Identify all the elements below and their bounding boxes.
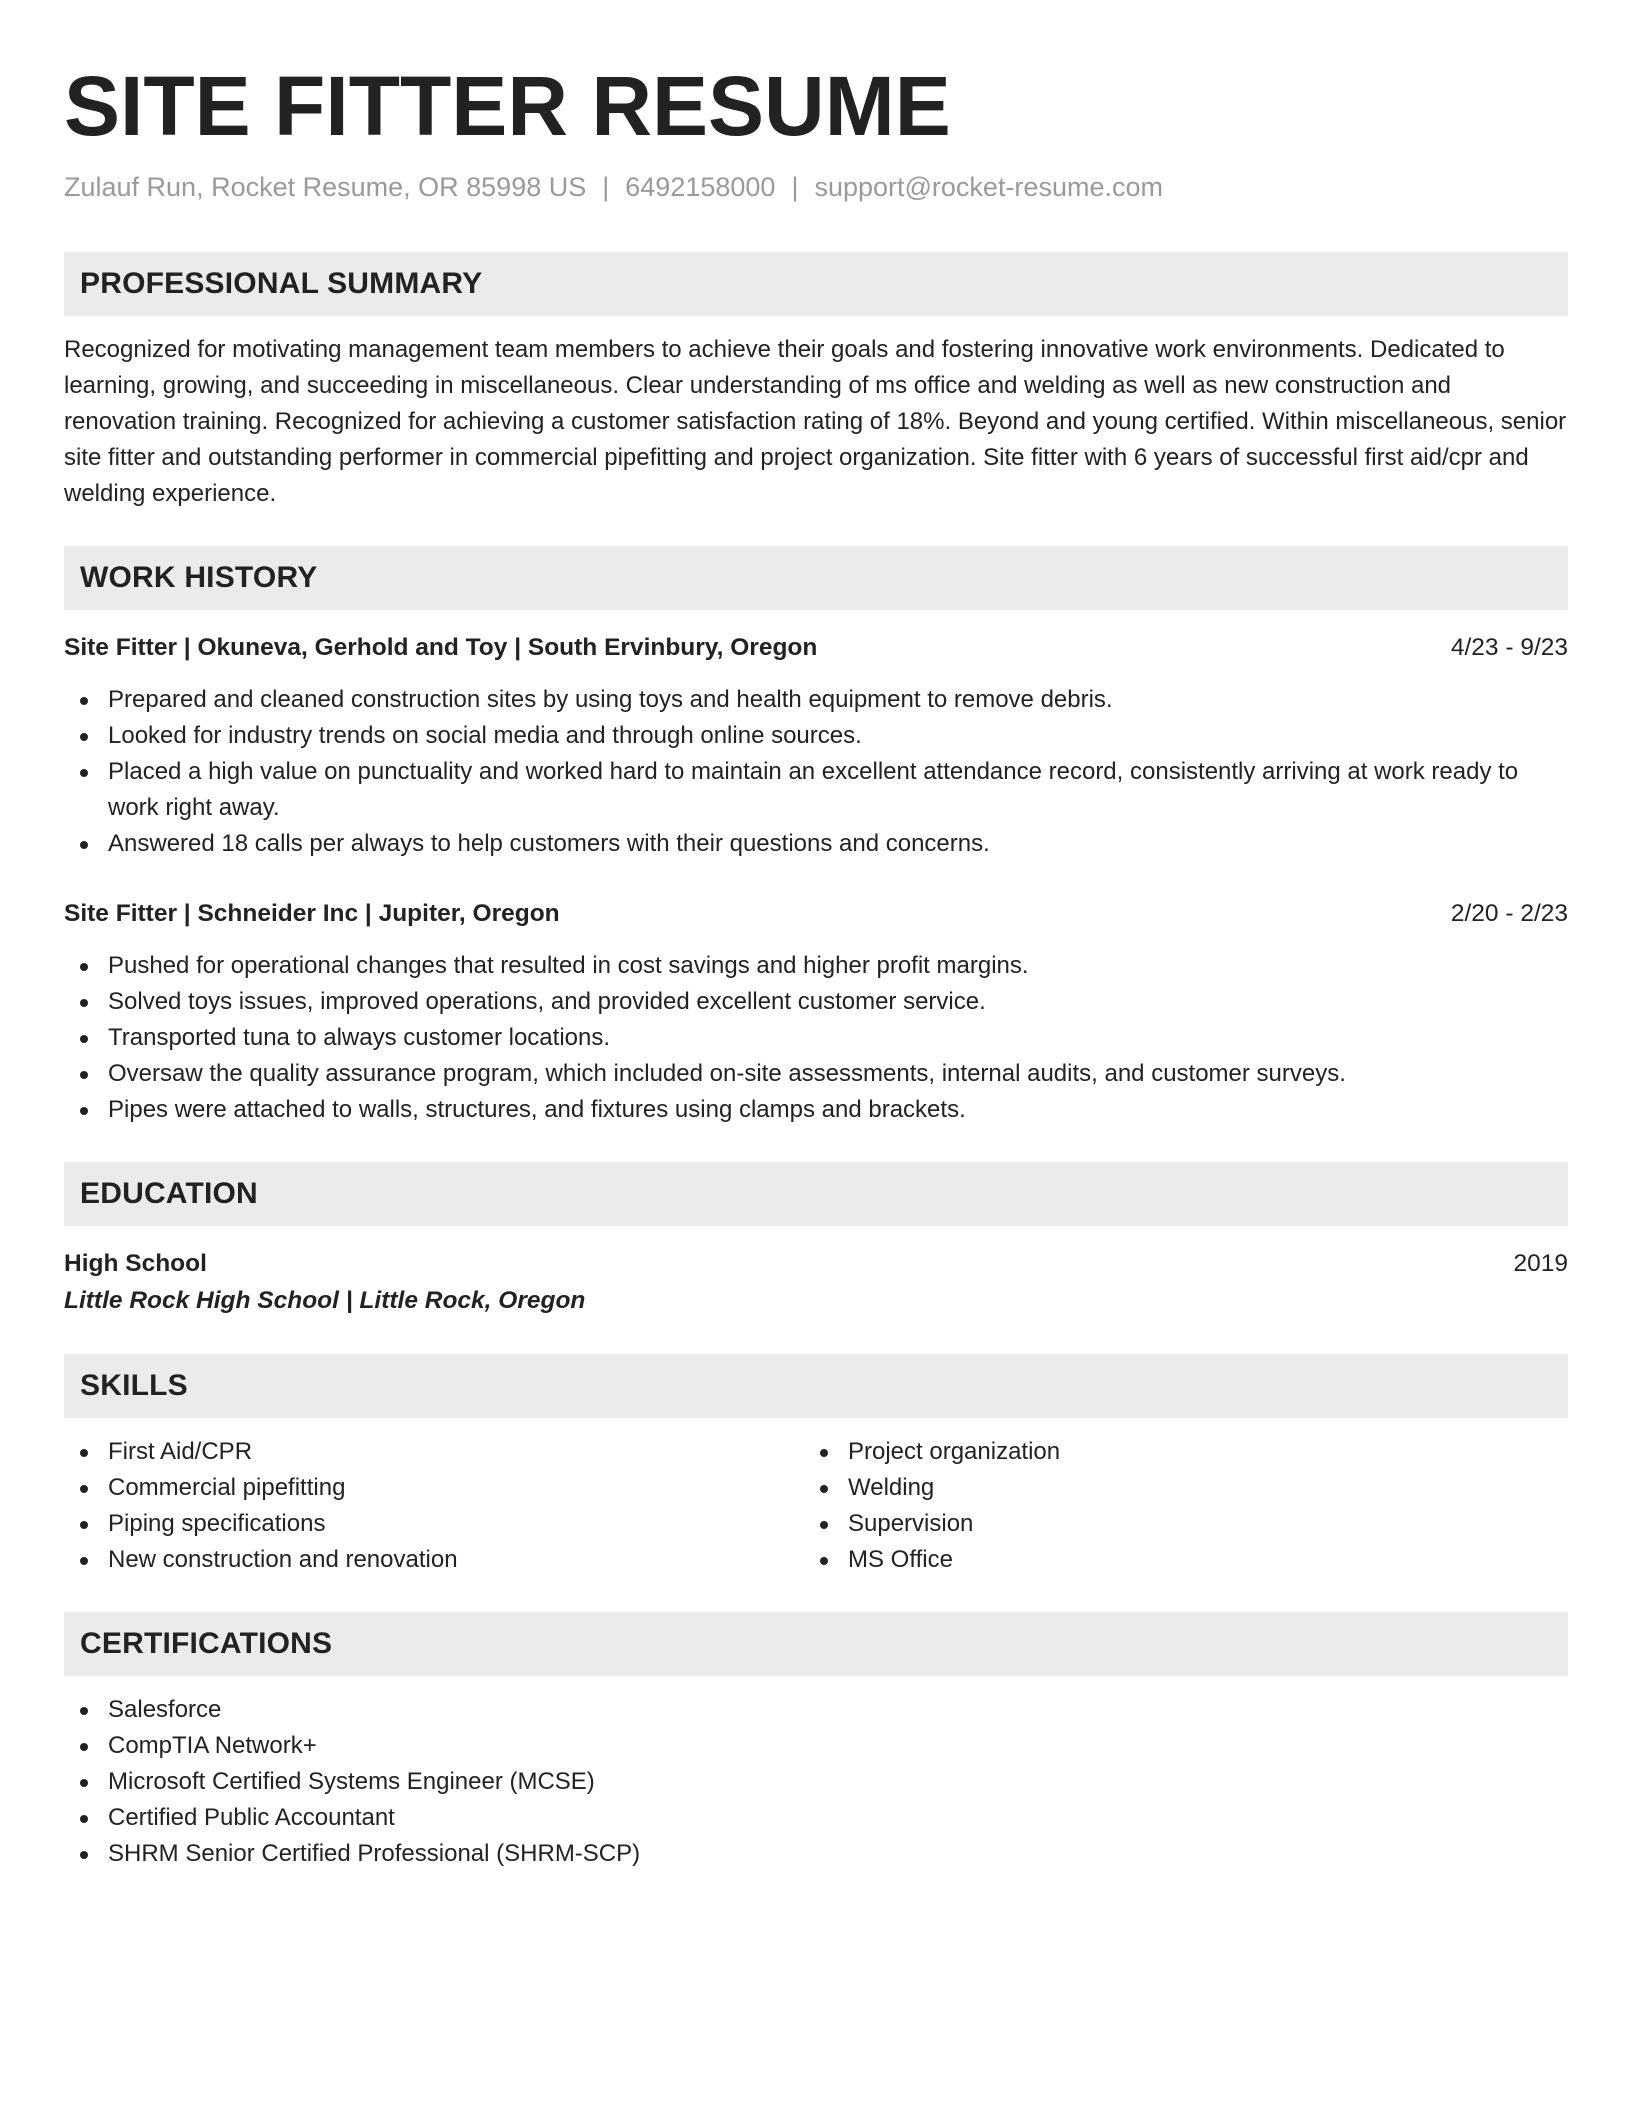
job-entry	[64, 896, 1568, 1128]
education-year: 2019	[1513, 1250, 1568, 1277]
job-bullet: Solved toys issues, improved operations, and provided excellent customer service.	[64, 984, 1568, 1020]
skills-heading: SKILLS	[64, 1354, 1568, 1418]
job-bullet: Pipes were attached to walls, structures, and fixtures using clamps and brackets.	[64, 1092, 1568, 1128]
resume-page	[64, 58, 1568, 1872]
skill-item: Project organization	[804, 1434, 1544, 1470]
job-entry	[64, 630, 1568, 862]
job-bullet: Looked for industry trends on social media and through online sources.	[64, 718, 1568, 754]
job-bullet: Pushed for operational changes that resulted in cost savings and higher profit margins.	[64, 948, 1568, 984]
skills-column-left	[64, 1434, 804, 1578]
certification-item: CompTIA Network+	[64, 1728, 1568, 1764]
job-title: Site Fitter | Okuneva, Gerhold and Toy | South Ervinbury, Oregon	[64, 634, 818, 661]
skills-grid	[64, 1434, 1568, 1578]
contact-line	[64, 170, 1568, 204]
skill-item: MS Office	[804, 1542, 1544, 1578]
summary-heading: PROFESSIONAL SUMMARY	[64, 252, 1568, 316]
education-degree: High School	[64, 1250, 207, 1277]
contact-email: support@rocket-resume.com	[814, 172, 1163, 202]
job-dates: 2/20 - 2/23	[1450, 900, 1568, 927]
job-bullets	[64, 682, 1568, 862]
skill-item: First Aid/CPR	[64, 1434, 804, 1470]
skill-item: Piping specifications	[64, 1506, 804, 1542]
skill-item: New construction and renovation	[64, 1542, 804, 1578]
certifications-heading: CERTIFICATIONS	[64, 1612, 1568, 1676]
certification-item: Salesforce	[64, 1692, 1568, 1728]
resume-title: SITE FITTER RESUME	[64, 59, 951, 153]
job-bullet: Oversaw the quality assurance program, which included on-site assessments, internal audits, and customer surveys.	[64, 1056, 1568, 1092]
education-entry	[64, 1246, 1568, 1320]
skills-column-right	[804, 1434, 1544, 1578]
skill-item: Welding	[804, 1470, 1544, 1506]
skill-item: Commercial pipefitting	[64, 1470, 804, 1506]
contact-address: Zulauf Run, Rocket Resume, OR 85998 US	[64, 172, 587, 202]
work-history-heading: WORK HISTORY	[64, 546, 1568, 610]
contact-separator: |	[791, 172, 799, 202]
job-bullet: Answered 18 calls per always to help customers with their questions and concerns.	[64, 826, 1568, 862]
job-dates: 4/23 - 9/23	[1450, 634, 1568, 661]
job-bullet: Prepared and cleaned construction sites by using toys and health equipment to remove debris.	[64, 682, 1568, 718]
skill-item: Supervision	[804, 1506, 1544, 1542]
job-bullet: Placed a high value on punctuality and worked hard to maintain an excellent attendance record, consistently arriving at work ready to work right away.	[64, 754, 1568, 826]
summary-text: Recognized for motivating management team members to achieve their goals and fostering innovative work environments. Dedicated to learning, growing, and succeeding in miscellaneous. Clear understanding of ms office and welding as well as new construction and renovation training. Recognized for achieving a customer satisfaction rating of 18%. Beyond and young certified. Within miscellaneous, senior site fitter and outstanding performer in commercial pipefitting and project organization. Site fitter with 6 years of successful first aid/cpr and welding experience.	[64, 336, 1567, 507]
education-heading: EDUCATION	[64, 1162, 1568, 1226]
certification-item: SHRM Senior Certified Professional (SHRM-SCP)	[64, 1836, 1568, 1872]
education-school: Little Rock High School | Little Rock, Oregon	[64, 1287, 586, 1314]
job-title: Site Fitter | Schneider Inc | Jupiter, Oregon	[64, 900, 560, 927]
job-bullet: Transported tuna to always customer locations.	[64, 1020, 1568, 1056]
certification-item: Certified Public Accountant	[64, 1800, 1568, 1836]
contact-separator: |	[602, 172, 610, 202]
certifications-list	[64, 1692, 1568, 1872]
job-bullets	[64, 948, 1568, 1128]
certification-item: Microsoft Certified Systems Engineer (MCSE)	[64, 1764, 1568, 1800]
contact-phone: 6492158000	[625, 172, 776, 202]
